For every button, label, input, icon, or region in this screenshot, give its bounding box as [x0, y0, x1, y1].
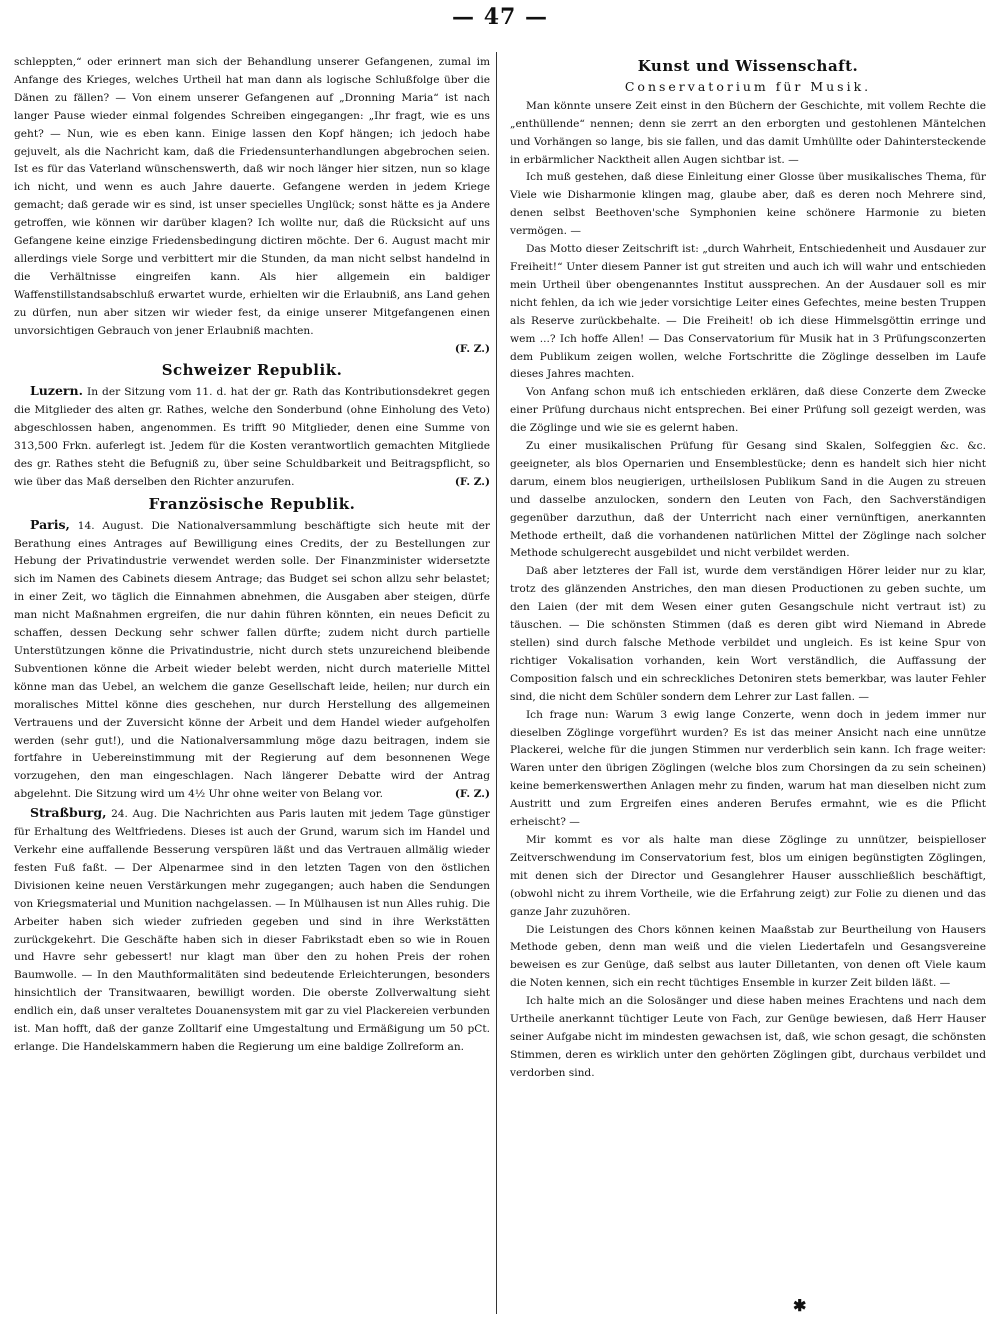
dateline-place: Luzern. — [30, 383, 83, 399]
column-divider — [496, 52, 497, 1314]
paragraph: Die Leistungen des Chors können keinen Maaßstab zur Beurtheilung von Hausers Methode geben, denn man weiß und die vielen Liedertafeln und Gesangsvereine beweisen es zur Genüge, daß selbst aus lauter Dilletanten, von denen oft Viele kaum die Noten kennen, sich ein recht tüchtiges Ensemble in kurzer Zeit bilden läßt. — — [510, 923, 986, 990]
paragraph: Das Motto dieser Zeitschrift ist: „durch Wahrheit, Entschiedenheit und Ausdauer zur Freiheit!“ Unter diesem Panner ist gut streiten und auch ich will wahr und entschieden mein Urtheil über obengenanntes Institut aussprechen. An der Ausdauer soll es mir nicht fehlen, da ich wie jeder vorsichtige Leiter eines Gefechtes, meine besten Truppen als Reserve zurückbehalte. — Die Freiheit! ob ich diese Himmelsgöttin erringe und wem ...? Ich hoffe Allen! — Das Conservatorium für Musik hat in 3 Prüfungsconzerten dem Publikum zeigen wollen, welche Fortschritte die Zöglinge desselben im Laufe dieses Jahres machten. — [510, 243, 986, 381]
paragraph: Zu einer musikalischen Prüfung für Gesang sind Skalen, Solfeggien &c. &c. geeigneter, als blos Opernarien und Ensemblestücke; denn es handelt sich hier nicht darum, einem blos neugierigen, urtheilslosen Publikum Sand in die Augen zu streuen und dasselbe anzulocken, sondern den Leuten von Fach, den Sachverständigen gegenüber darzuthun, daß der Unterricht nach einer vernünftigen, anerkannten Methode ertheilt, daß die vorhandenen natürlichen Mittel der Zöglinge nach solcher Methode schulgerecht ausgebildet und nicht verbildet werden. — [510, 440, 986, 560]
article-text: 24. Aug. Die Nachrichten aus Paris lauten mit jedem Tage günstiger für Erhaltung des Weltfriedens. Dieses ist auch der Grund, warum sich im Handel und Verkehr eine auffallende Besserung verspüren läßt und das Vertrauen allmälig wieder festen Fuß faßt. — Der Alpenarmee sind in den letzten Tagen von den östlichen Divisionen keine neuen Verstärkungen mehr zugegangen; auch haben die Sendungen von Kriegsmaterial und Munition nachgelassen. — In Mülhausen ist nun Alles ruhig. Die Arbeiter haben sich wieder zufrieden gegeben und sind in ihre Werkstätten zurückgekehrt. Die Geschäfte haben sich in dieser Fabrikstadt eben so wie in Rouen und Havre sehr gebessert! nur klagt man über den zu hohen Preis der rohen Baumwolle. — In den Mauthformalitäten sind bedeutende Erleichterungen, besonders hinsichtlich der Transitwaaren, bewilligt worden. Die oberste Zollverwaltung sieht endlich ein, daß unser veraltetes Douanensystem mit gar zu viel Plackereien verbunden ist. Man hofft, daß der ganze Zolltarif eine Umgestaltung und Ermäßigung um 50 pCt. erlange. Die Handelskammern haben die Regierung um eine baldige Zollreform an. — [14, 808, 491, 1053]
source-signature: (F. Z.) — [454, 788, 490, 801]
page-number: — 47 — — [452, 4, 548, 30]
paragraph: Mir kommt es vor als halte man diese Zöglinge zu unnützer, beispielloser Zeitverschwendung im Conservatorium fest, blos um einigen begünstigten Zöglingen, mit denen sich der Director und Gesanglehrer Hauser ausschließlich beschäftigt, (obwohl nicht zu ihrem Vortheile, wie die Erfahrung zeigt) zur Folie zu dienen und das ganze Jahr zuzuhören. — [510, 833, 986, 918]
section-heading-french: Französische Republik. — [148, 494, 356, 513]
paragraph: Daß aber letzteres der Fall ist, wurde dem verständigen Hörer leider nur zu klar, trotz des glänzenden Anstriches, den man diesen Productionen zu geben suchte, um den Laien (der mit dem Wesen einer guten Gesangschule nicht vertraut ist) zu täuschen. — Die schönsten Stimmen (daß es deren gibt wird Niemand in Abrede stellen) sind durch falsche Methode verbildet und ungleich. Es ist keine Spur von richtiger Vokalisation vorhanden, kein Wort verständlich, die Auffassung der Composition falsch und ein schreckliches Detoniren stets bemerkbar, was lauter Fehler sind, die nicht dem Schüler sondern dem Lehrer zur Last fallen. — — [510, 565, 986, 703]
paragraph: Ich frage nun: Warum 3 ewig lange Conzerte, wenn doch in jedem immer nur dieselben Zöglinge vorgeführt wurden? Es ist das meiner Ansicht nach eine unnütze Plackerei, welche für die jungen Stimmen nur verderblich sein kann. Ich frage weiter: Waren unter den übrigen Zöglingen (welche blos zum Chorsingen da zu sein scheinen) keine bemerkenswerthen Anlagen mehr zu finden, warum hat man dieselben nicht zum Austritt und zum Ergreifen eines anderen Berufes ermahnt, wie es die Pflicht erheischt? — — [510, 708, 986, 829]
left-column — [14, 54, 490, 1057]
footnote-asterisk: ✱ — [793, 1296, 807, 1315]
article-strassburg — [14, 804, 490, 1057]
section-heading-kunst: Kunst und Wissenschaft. — [637, 57, 859, 75]
dateline-place: Straßburg, — [30, 805, 107, 821]
article-luzern — [14, 382, 490, 491]
dateline-place: Paris, — [30, 516, 70, 532]
right-column — [510, 54, 986, 1083]
article-text: 14. August. Die Nationalversammlung beschäftigte sich heute mit der Berathung eines Antrages auf Bewilligung eines Credits, der zu Bestellungen zur Hebung der Privatindustrie verwendet werden solle. Der Finanzminister widersetzte sich im Namen des Cabinets diesem Antrage; das Budget sei schon allzu sehr belastet; in einer Zeit, wo täglich die Einnahmen abnehmen, die Ausgaben aber steigen, dürfe man nicht Maßnahmen ergreifen, die nur dahin führen könnten, ein neues Deficit zu schaffen, dessen Deckung sehr schwer fallen dürfte; zudem nicht durch partielle Unterstützungen könne die Privatindustrie, nicht durch stets unzureichend bleibende Subventionen könne die Arbeit wieder belebt werden, nicht durch materielle Mittel könne man das Uebel, an welchem die ganze Gesellschaft leide, heilen; nur durch ein moralisches Mittel könne dies geschehen, nur durch Herstellung des allgemeinen Vertrauens und der Zuversicht könne der Arbeit und dem Handel wieder aufgeholfen werden (sehr gut!), und die Nationalversammlung möge dazu beitragen, indem sie fortfahre in Uebereinstimmung mit der Regierung auf dem besonnenen Wege vorzugehen, den man eingeschlagen. Nach längerer Debatte wird der Antrag abgelehnt. Die Sitzung wird um 4½ Uhr ohne weiter von Belang vor. — [14, 519, 490, 801]
article-paris — [14, 516, 490, 805]
article-prisoners: schleppten,“ oder erinnert man sich der Behandlung unserer Gefangenen, zumal im Anfange des Krieges, welches Urtheil hat man dann als logische Schlußfolge über die Dänen zu fällen? — Von einem unserer Gefangenen auf „Dronning Maria“ ist nach langer Pause wieder einmal folgendes Schreiben eingegangen: „Ihr fragt, wie es uns geht? — Nun, wie es eben kann. Einige lassen den Kopf hängen; ich jedoch habe gejuvelt, als die Nachricht kam, daß die Friedensunterhandlungen abgebrochen seien. Ist es für das Vaterland wünschenswerth, daß wir noch länger hier sitzen, nun so klage ich nicht, und wenn es auch Jahre dauerte. Gefangene werden in jedem Kriege gemacht; daß gerade wir es sind, ist unser specielles Unglück; sonst hätte es ja Andere getroffen, wie können wir darüber klagen? Ich wollte nur, daß die Rücksicht auf uns Gefangene keine einzige Friedensbedingung dictiren möchte. Der 6. August macht mir allerdings viele Sorge und verbittert mir die Stunden, da man nicht selbst handelnd in die Verhältnisse eingreifen kann. Als hier allgemein ein baldiger Waffenstillstandsabschluß erwartet wurde, erhielten wir die Erlaubniß, ans Land gehen zu dürfen, nun aber sitzen wir wieder fest, da einige unserer Mitgefangenen einen unvorsichtigen Gebrauch von jener Erlaubniß machten. — [14, 56, 490, 337]
section-heading-swiss: Schweizer Republik. — [161, 361, 343, 380]
source-signature: (F. Z.) — [454, 475, 490, 488]
paragraph: Ich muß gestehen, daß diese Einleitung einer Glosse über musikalisches Thema, für Viele wie Disharmonie klingen mag, glaube aber, daß es deren noch Mehrere sind, denen selbst Beethoven'sche Symphonien keine schönere Harmonie zu bieten vermögen. — — [510, 171, 986, 238]
article-text: In der Sitzung vom 11. d. hat der gr. Rath das Kontributionsdekret gegen die Mitglieder des alten gr. Rathes, welche den Sonderbund (ohne Einholung des Veto) abgeschlossen haben, angenommen. Es trifft 90 Mitglieder, denen eine Summe von 313,500 Frkn. auferlegt ist. Jedem für die Kosten verantwortlich gemachten Mitgliede des gr. Rathes steht die Befugniß zu, über seine Schuldbarkeit und Beitragspflicht, so wie über das Maß derselben den Richter anzurufen. — [14, 386, 491, 488]
article-title-conservatorium: Conservatorium für Musik. — [624, 78, 872, 94]
paragraph: Ich halte mich an die Solosänger und diese haben meines Erachtens und nach dem Urtheile anerkannt tüchtiger Leute von Fach, zur Genüge bewiesen, daß Herr Hauser seiner Aufgabe nicht im mindesten gewachsen ist, daß, wie schon gesagt, die schönsten Stimmen, deren es wirklich unter den gehörten Zöglingen gibt, durchaus verbildet und verdorben sind. — [510, 995, 986, 1079]
paragraph: Von Anfang schon muß ich entschieden erklären, daß diese Conzerte dem Zwecke einer Prüfung durchaus nicht entsprechen. Bei einer Prüfung soll gezeigt werden, was die Zöglinge und wie sie es gelernt haben. — [510, 386, 986, 435]
source-signature: (F. Z.) — [454, 342, 490, 355]
paragraph: Man könnte unsere Zeit einst in den Büchern der Geschichte, mit vollem Rechte die „enthüllende“ nennen; denn sie zerrt an den erborgten und gestohlenen Mäntelchen und Vorhängen so lange, bis sie fallen, und das damit Umhüllte oder Dahintersteckende in erbärmlicher Nacktheit allen Augen sichtbar ist. — — [510, 99, 986, 166]
